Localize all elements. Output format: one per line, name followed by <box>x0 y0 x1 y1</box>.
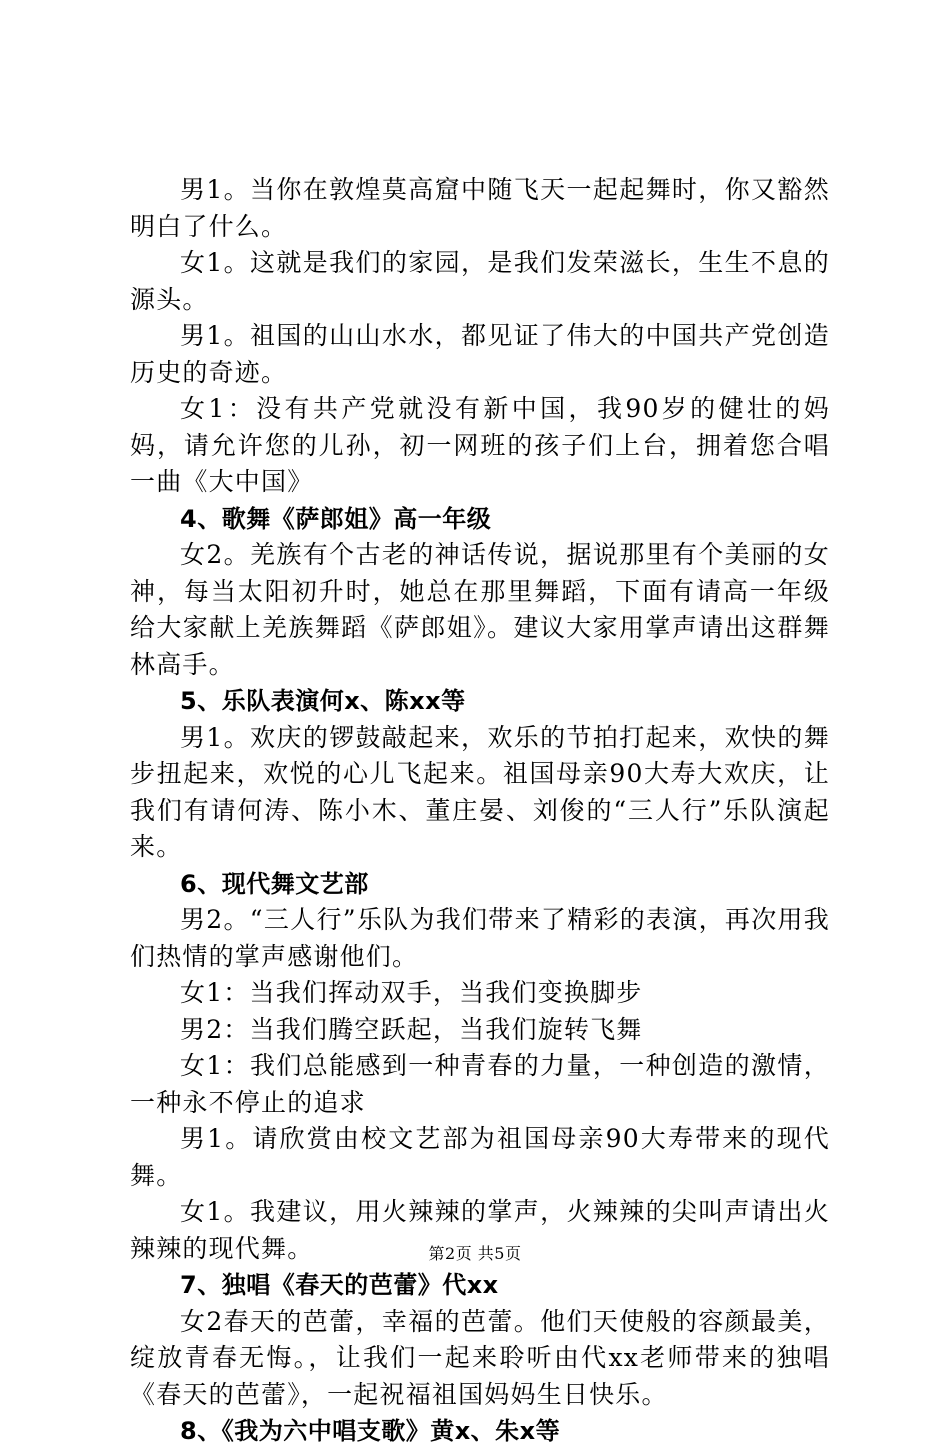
program-item-heading: 5、乐队表演何x、陈xx等 <box>180 687 466 715</box>
page-number-footer: 第2页 共5页 <box>428 1244 522 1263</box>
dialogue-paragraph: 女2春天的芭蕾，幸福的芭蕾。他们天使般的容颜最美，绽放青春无悔。，让我们一起来聆听由代xx老师带来的独唱《春天的芭蕾》，一起祝福祖国妈妈生日快乐。 <box>130 1306 830 1409</box>
dialogue-paragraph: 男1。请欣赏由校文艺部为祖国母亲90大寿带来的现代舞。 <box>130 1124 830 1190</box>
program-item-heading: 7、独唱《春天的芭蕾》代xx <box>180 1271 499 1299</box>
dialogue-paragraph: 女2。羌族有个古老的神话传说，据说那里有个美丽的女神，每当太阳初升时，她总在那里舞蹈，下面有请高一年级给大家献上羌族舞蹈《萨郎姐》。建议大家用掌声请出这群舞林高手。 <box>130 540 830 679</box>
dialogue-paragraph: 男2：当我们腾空跃起，当我们旋转飞舞 <box>180 1014 643 1044</box>
dialogue-paragraph: 男2。“三人行”乐队为我们带来了精彩的表演，再次用我们热情的掌声感谢他们。 <box>130 905 830 971</box>
dialogue-paragraph: 女1：我们总能感到一种青春的力量，一种创造的激情，一种永不停止的追求 <box>130 1051 830 1117</box>
dialogue-paragraph: 女1：当我们挥动双手，当我们变换脚步 <box>180 978 643 1007</box>
program-item-heading: 4、歌舞《萨郎姐》高一年级 <box>180 504 492 533</box>
program-item-heading: 6、现代舞文艺部 <box>180 869 369 898</box>
dialogue-paragraph: 女1。这就是我们的家园，是我们发荣滋长，生生不息的源头。 <box>130 248 830 314</box>
dialogue-paragraph: 女1：没有共产党就没有新中国，我90岁的健壮的妈妈，请允许您的儿孙，初一网班的孩子们上台，拥着您合唱一曲《大中国》 <box>130 394 830 496</box>
dialogue-paragraph: 女1。我建议，用火辣辣的掌声，火辣辣的尖叫声请出火辣辣的现代舞。 <box>130 1197 830 1263</box>
dialogue-paragraph: 男1。欢庆的锣鼓敲起来，欢乐的节拍打起来，欢快的舞步扭起来，欢悦的心儿飞起来。祖国母亲90大寿大欢庆，让我们有请何涛、陈小木、董庄晏、刘俊的“三人行”乐队演起来。 <box>130 722 830 861</box>
dialogue-paragraph: 男1。祖国的山山水水，都见证了伟大的中国共产党创造历史的奇迹。 <box>130 321 830 387</box>
program-item-heading: 8、《我为六中唱支歌》黄x、朱x等 <box>180 1417 561 1445</box>
dialogue-paragraph: 男1。当你在敦煌莫高窟中随飞天一起起舞时，你又豁然明白了什么。 <box>130 175 830 241</box>
